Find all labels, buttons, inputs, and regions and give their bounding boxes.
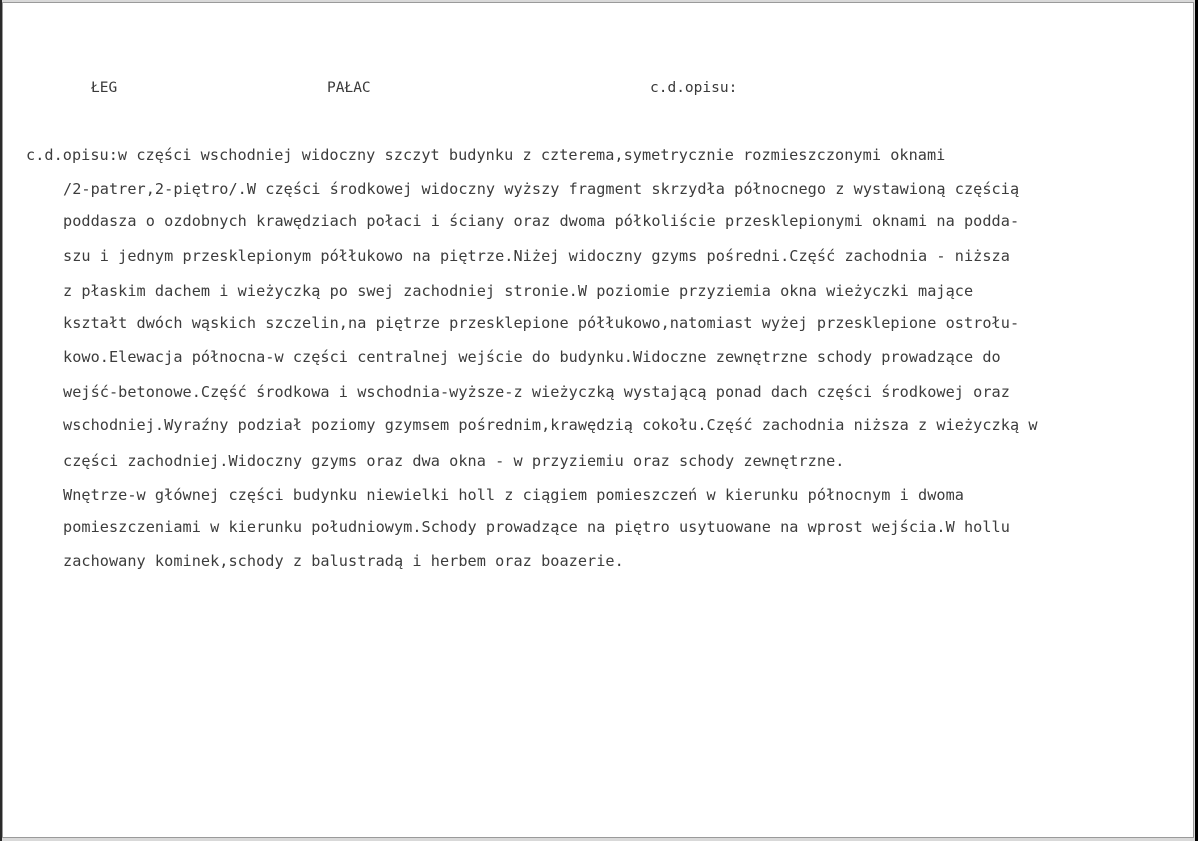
body-line: kształt dwóch wąskich szczelin,na piętrze przesklepione półłukowo,natomiast wyżej przesklepione ostrołu- (63, 314, 1020, 332)
card-left-edge (0, 0, 2, 841)
body-line: zachowany kominek,schody z balustradą i herbem oraz boazerie. (63, 552, 624, 570)
body-line: szu i jednym przesklepionym półłukowo na piętrze.Niżej widoczny gzyms pośredni.Część zachodnia - niższa (63, 247, 1010, 265)
body-line: wschodniej.Wyraźny podział poziomy gzymsem pośrednim,krawędzią cokołu.Część zachodnia niższa z wieżyczką w (63, 416, 1038, 434)
body-line: Wnętrze-w głównej części budynku niewielki holl z ciągiem pomieszczeń w kierunku północnym i dwoma (63, 486, 964, 504)
body-line: poddasza o ozdobnych krawędziach połaci i ściany oraz dwoma półkoliście przesklepionymi oknami na podda- (63, 212, 1020, 230)
body-line: wejść-betonowe.Część środkowa i wschodnia-wyższe-z wieżyczką wystającą ponad dach części środkowej oraz (63, 383, 1010, 401)
header-location: ŁEG (91, 80, 118, 96)
body-line: /2-patrer,2-piętro/.W części środkowej widoczny wyższy fragment skrzydła północnego z wystawioną częścią (63, 180, 1020, 198)
body-line: z płaskim dachem i wieżyczką po swej zachodniej stronie.W poziomie przyziemia okna wieżyczki mające (63, 282, 974, 300)
body-line: pomieszczeniami w kierunku południowym.Schody prowadzące na piętro usytuowane na wprost wejścia.W hollu (63, 518, 1010, 536)
header-continuation: c.d.opisu: (650, 80, 738, 96)
header-building: PAŁAC (327, 80, 371, 96)
body-line: części zachodniej.Widoczny gzyms oraz dwa okna - w przyziemiu oraz schody zewnętrzne. (63, 452, 845, 470)
body-line: c.d.opisu:w części wschodniej widoczny szczyt budynku z czterema,symetrycznie rozmieszczonymi oknami (26, 146, 946, 164)
body-line: kowo.Elewacja północna-w części centralnej wejście do budynku.Widoczne zewnętrzne schody prowadzące do (63, 348, 1001, 366)
